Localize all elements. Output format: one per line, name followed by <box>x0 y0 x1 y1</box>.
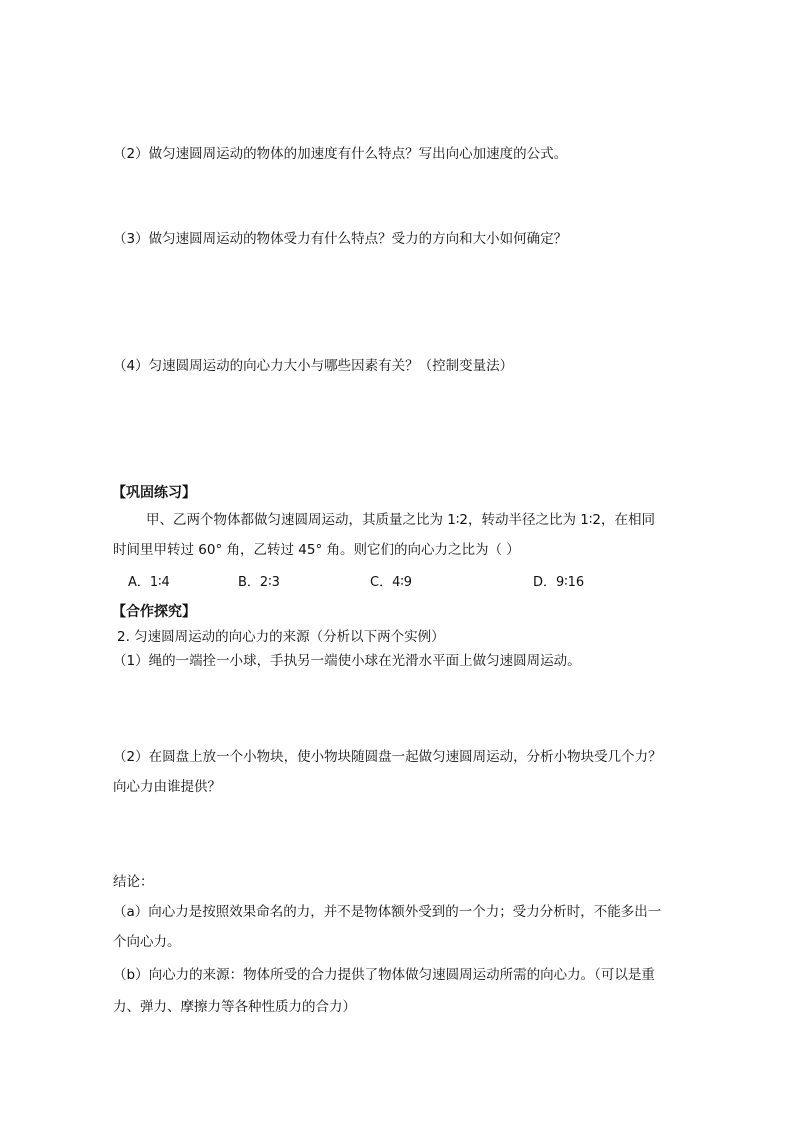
explore-case-2-line-2: 向心力由谁提供？ <box>113 779 221 795</box>
option-d: D．9∶16 <box>533 575 585 590</box>
conclusion-a-line-2: 个向心力。 <box>113 934 181 950</box>
conclusion-b-line-2: 力、弹力、摩擦力等各种性质力的合力） <box>113 999 356 1015</box>
practice-stem-line-2: 时间里甲转过 60° 角，乙转过 45° 角。则它们的向心力之比为（ ） <box>113 542 520 558</box>
explore-heading: 【合作探究】 <box>112 604 196 620</box>
conclusion-b-line-1: （b）向心力的来源：物体所受的合力提供了物体做匀速圆周运动所需的向心力。（可以是重 <box>113 967 655 983</box>
conclusion-a-line-1: （a）向心力是按照效果命名的力，并不是物体额外受到的一个力；受力分析时，不能多出一 <box>113 904 662 920</box>
explore-case-1: （1）绳的一端拴一小球，手执另一端使小球在光滑水平面上做匀速圆周运动。 <box>113 653 581 669</box>
practice-stem-line-1: 甲、乙两个物体都做匀速圆周运动，其质量之比为 1∶2，转动半径之比为 1∶2，在相同 <box>146 512 655 528</box>
explore-case-2-line-1: （2）在圆盘上放一个小物块，使小物块随圆盘一起做匀速圆周运动，分析小物块受几个力？ <box>113 749 662 765</box>
conclusion-label: 结论： <box>113 874 154 890</box>
question-3: （3）做匀速圆周运动的物体受力有什么特点？受力的方向和大小如何确定？ <box>113 231 568 247</box>
explore-topic: 2. 匀速圆周运动的向心力的来源（分析以下两个实例） <box>117 629 445 645</box>
option-b: B．2∶3 <box>238 575 280 590</box>
option-a: A．1∶4 <box>128 575 170 590</box>
question-4: （4）匀速圆周运动的向心力大小与哪些因素有关？（控制变量法） <box>113 358 514 374</box>
question-2: （2）做匀速圆周运动的物体的加速度有什么特点？写出向心加速度的公式。 <box>113 146 568 162</box>
practice-heading: 【巩固练习】 <box>112 485 196 501</box>
option-c: C．4∶9 <box>370 575 413 590</box>
